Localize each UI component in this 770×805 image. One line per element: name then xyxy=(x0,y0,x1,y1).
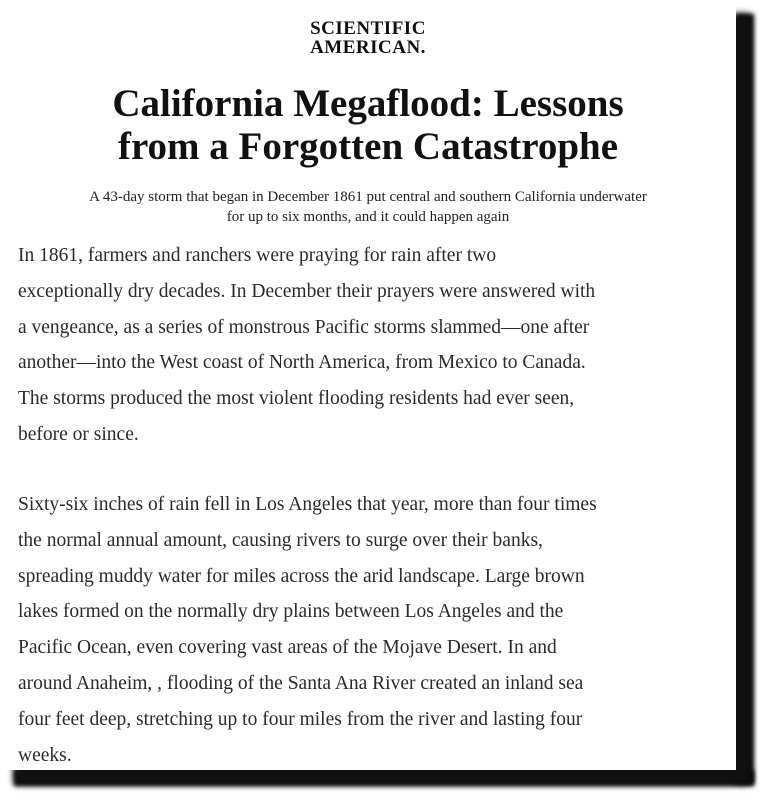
logo-line-1: SCIENTIFIC xyxy=(310,18,426,39)
paragraph-line: lakes formed on the normally dry plains between Los Angeles and the xyxy=(18,601,564,623)
subtitle-line: A 43-day storm that began in December 1861 put central and southern California underwater xyxy=(89,189,647,205)
paragraph-line: the normal annual amount, causing rivers to surge over their banks, xyxy=(18,529,543,551)
paragraph-line: before or since. xyxy=(18,423,139,445)
logo-line-2: AMERICAN. xyxy=(310,37,426,58)
article-paragraph-1 xyxy=(18,238,728,453)
paragraph-line: around Anaheim, , flooding of the Santa Ana River created an inland sea xyxy=(18,672,584,694)
title-line: from a Forgotten Catastrophe xyxy=(117,125,619,168)
paragraph-line: exceptionally dry decades. In December their prayers were answered with xyxy=(18,280,596,302)
paragraph-line: a vengeance, as a series of monstrous Pacific storms slammed—one after xyxy=(18,316,590,338)
title-line: California Megaflood: Lessons xyxy=(112,82,624,125)
page-shadow-right xyxy=(736,14,754,784)
article-paragraph-2 xyxy=(18,487,728,773)
paragraph-line: In 1861, farmers and ranchers were praying for rain after two xyxy=(18,245,497,266)
article-subtitle xyxy=(0,187,736,227)
paragraph-line: weeks. xyxy=(18,744,72,766)
paragraph-line: Sixty-six inches of rain fell in Los Angeles that year, more than four times xyxy=(18,494,597,515)
scientific-american-logo xyxy=(0,19,736,57)
paragraph-line: spreading muddy water for miles across the arid landscape. Large brown xyxy=(18,565,585,587)
article-title xyxy=(0,82,736,168)
paragraph-line: The storms produced the most violent flooding residents had ever seen, xyxy=(18,388,575,410)
paragraph-line: Pacific Ocean, even covering vast areas of the Mojave Desert. In and xyxy=(18,637,557,659)
paragraph-line: another—into the West coast of North America, from Mexico to Canada. xyxy=(18,352,586,374)
paragraph-line: four feet deep, stretching up to four miles from the river and lasting four xyxy=(18,708,583,730)
subtitle-line: for up to six months, and it could happen again xyxy=(226,209,510,225)
